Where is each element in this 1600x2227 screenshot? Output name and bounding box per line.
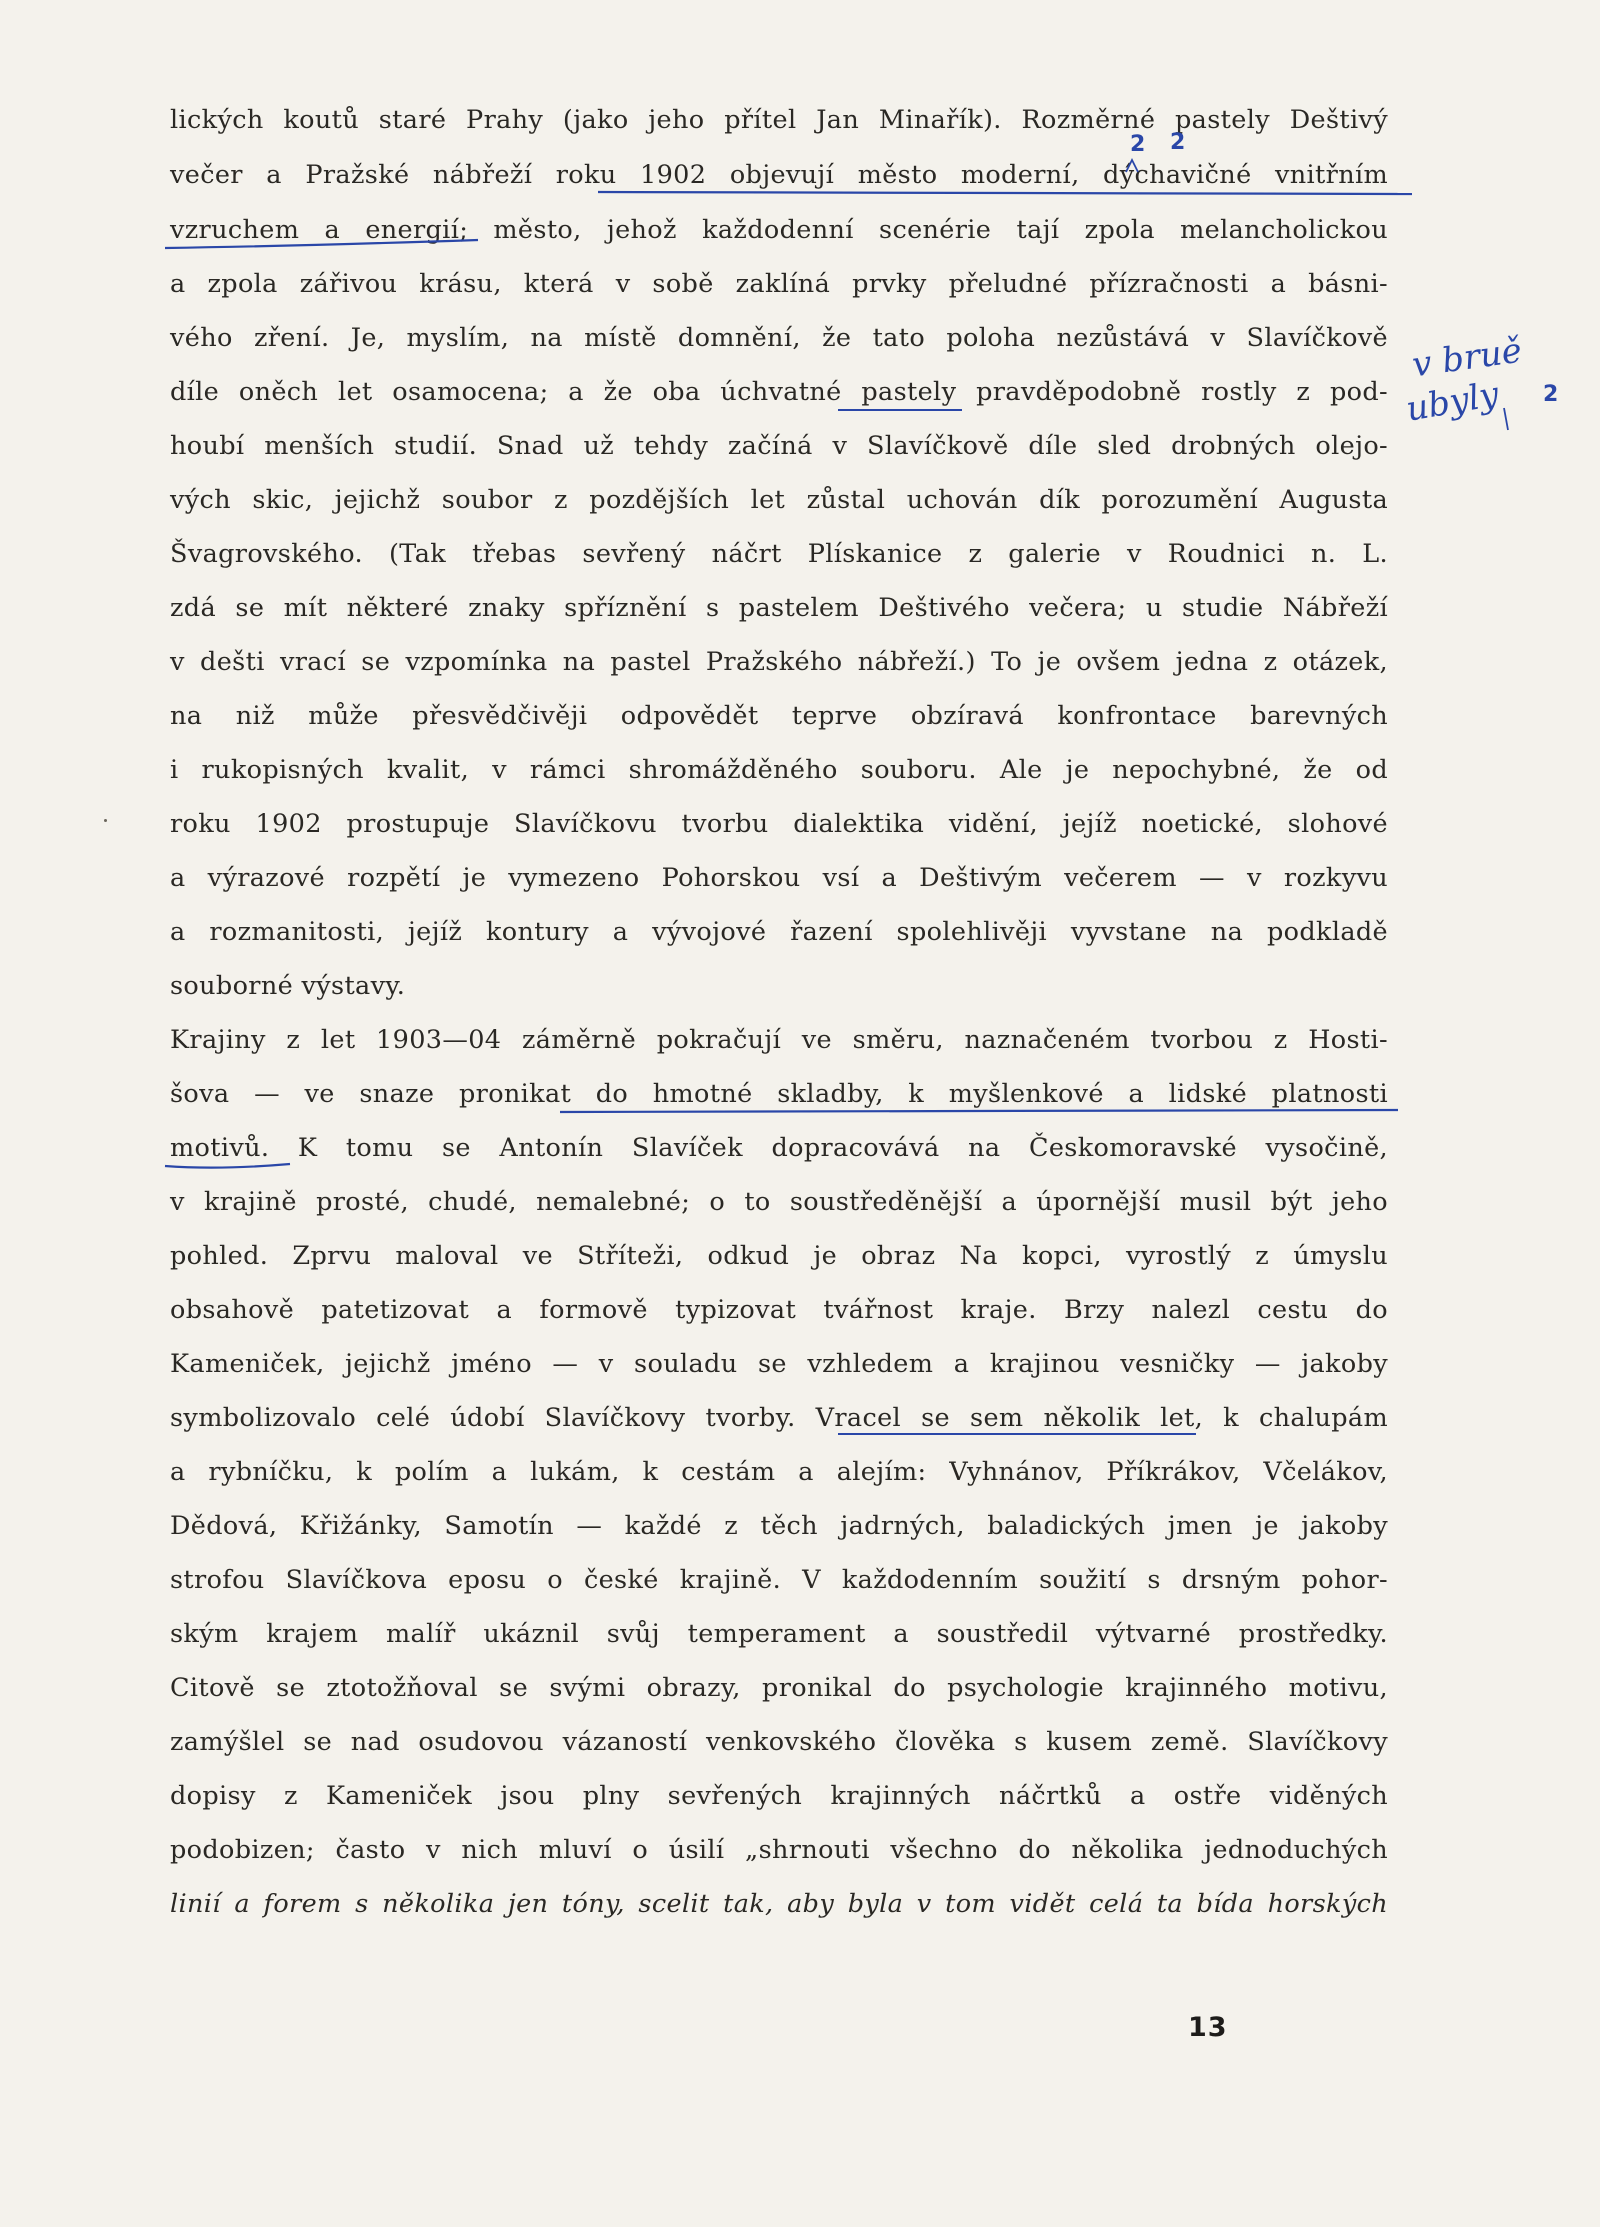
text-line-3: vzruchem a energií; město, jehož každodenní scenérie tají zpola melancholickou xyxy=(170,215,1388,245)
text-line-19: šova — ve snaze pronikat do hmotné skladby, k myšlenkové a lidské platnosti xyxy=(170,1079,1388,1109)
text-line-24: Kameniček, jejichž jméno — v souladu se vzhledem a krajinou vesničky — jakoby xyxy=(170,1349,1388,1379)
underline-mesto-moderni xyxy=(598,192,1412,194)
text-line-31: zamýšlel se nad osudovou vázaností venkovského člověka s kusem země. Slavíčkovy xyxy=(170,1727,1388,1757)
text-line-28: strofou Slavíčkova eposu o české krajině. V každodenním soužití s drsným pohor- xyxy=(170,1565,1388,1595)
text-line-4: a zpola zářivou krásu, která v sobě zaklíná prvky přeludné přízračnosti a básni- xyxy=(170,269,1388,299)
text-line-18: Krajiny z let 1903—04 záměrně pokračují ve směru, naznačeném tvorbou z Hosti- xyxy=(170,1025,1388,1055)
underline-motivu xyxy=(165,1164,290,1168)
text-line-22: pohled. Zprvu maloval ve Stříteži, odkud je obraz Na kopci, vyrostlý z úmyslu xyxy=(170,1241,1388,1271)
stray-dot xyxy=(104,819,107,822)
text-line-11: v dešti vrací se vzpomínka na pastel Pražského nábřeží.) To je ovšem jedna z otázek, xyxy=(170,647,1388,677)
margin-arrow xyxy=(1504,408,1508,430)
underline-vzruchem xyxy=(165,240,478,248)
text-line-21: v krajině prosté, chudé, nemalebné; o to soustředěnější a úpornější musil být jeho xyxy=(170,1187,1388,1217)
text-line-7: houbí menších studií. Snad už tehdy začíná v Slavíčkově díle sled drobných olejo- xyxy=(170,431,1388,461)
text-line-15: a výrazové rozpětí je vymezeno Pohorskou vsí a Deštivým večerem — v rozkyvu xyxy=(170,863,1388,893)
correction-mark-1: 2 xyxy=(1130,132,1146,157)
text-line-30: Citově se ztotožňoval se svými obrazy, pronikal do psychologie krajinného motivu, xyxy=(170,1673,1388,1703)
text-line-20: motivů. K tomu se Antonín Slavíček dopracovává na Českomoravské vysočině, xyxy=(170,1133,1388,1163)
text-line-6: díle oněch let osamocena; a že oba úchvatné pastely pravděpodobně rostly z pod- xyxy=(170,377,1388,407)
text-line-34: linií a forem s několika jen tóny, scelit tak, aby byla v tom vidět celá ta bída horských xyxy=(170,1889,1388,1919)
text-line-8: vých skic, jejichž soubor z pozdějších let zůstal uchován dík porozumění Augusta xyxy=(170,485,1388,515)
correction-mark-2: 2 xyxy=(1170,130,1186,155)
text-line-12: na niž může přesvědčivěji odpovědět teprve obzíravá konfrontace barevných xyxy=(170,701,1388,731)
text-line-33: podobizen; často v nich mluví o úsilí „shrnouti všechno do několika jednoduchých xyxy=(170,1835,1388,1865)
insertion-caret xyxy=(1126,160,1138,172)
text-line-26: a rybníčku, k polím a lukám, k cestám a alejím: Vyhnánov, Příkrákov, Včelákov, xyxy=(170,1457,1388,1487)
text-line-27: Dědová, Křižánky, Samotín — každé z těch jadrných, baladických jmen je jakoby xyxy=(170,1511,1388,1541)
underline-hmotne-skladby xyxy=(560,1110,1398,1112)
text-line-14: roku 1902 prostupuje Slavíčkovu tvorbu dialektika vidění, jejíž noetické, slohové xyxy=(170,809,1388,839)
text-line-5: vého zření. Je, myslím, na místě domnění, že tato poloha nezůstává v Slavíčkově xyxy=(170,323,1388,353)
margin-mark: 2 xyxy=(1543,382,1559,407)
page-number: 13 xyxy=(1188,2012,1228,2043)
text-line-23: obsahově patetizovat a formově typizovat tvářnost kraje. Brzy nalezl cestu do xyxy=(170,1295,1388,1325)
text-line-17: souborné výstavy. xyxy=(170,971,406,1001)
text-line-13: i rukopisných kvalit, v rámci shromážděného souboru. Ale je nepochybné, že od xyxy=(170,755,1388,785)
text-line-10: zdá se mít některé znaky spříznění s pastelem Deštivého večera; u studie Nábřeží xyxy=(170,593,1388,623)
margin-note-line-2: ubyly xyxy=(1403,374,1502,430)
text-line-1: lických koutů staré Prahy (jako jeho přítel Jan Minařík). Rozměrné pastely Deštivý xyxy=(170,105,1388,135)
text-line-25: symbolizovalo celé údobí Slavíčkovy tvorby. Vracel se sem několik let, k chalupám xyxy=(170,1403,1388,1433)
margin-note-line-1: v bruě xyxy=(1409,330,1525,386)
text-line-32: dopisy z Kameniček jsou plny sevřených krajinných náčrtků a ostře viděných xyxy=(170,1781,1388,1811)
text-line-29: ským krajem malíř ukáznil svůj temperament a soustředil výtvarné prostředky. xyxy=(170,1619,1388,1649)
text-line-16: a rozmanitosti, jejíž kontury a vývojové řazení spolehlivěji vyvstane na podkladě xyxy=(170,917,1388,947)
text-line-2: večer a Pražské nábřeží roku 1902 objevují město moderní, dýchavičné vnitřním xyxy=(170,160,1388,190)
text-line-9: Švagrovského. (Tak třebas sevřený náčrt Plískanice z galerie v Roudnici n. L. xyxy=(170,539,1388,569)
